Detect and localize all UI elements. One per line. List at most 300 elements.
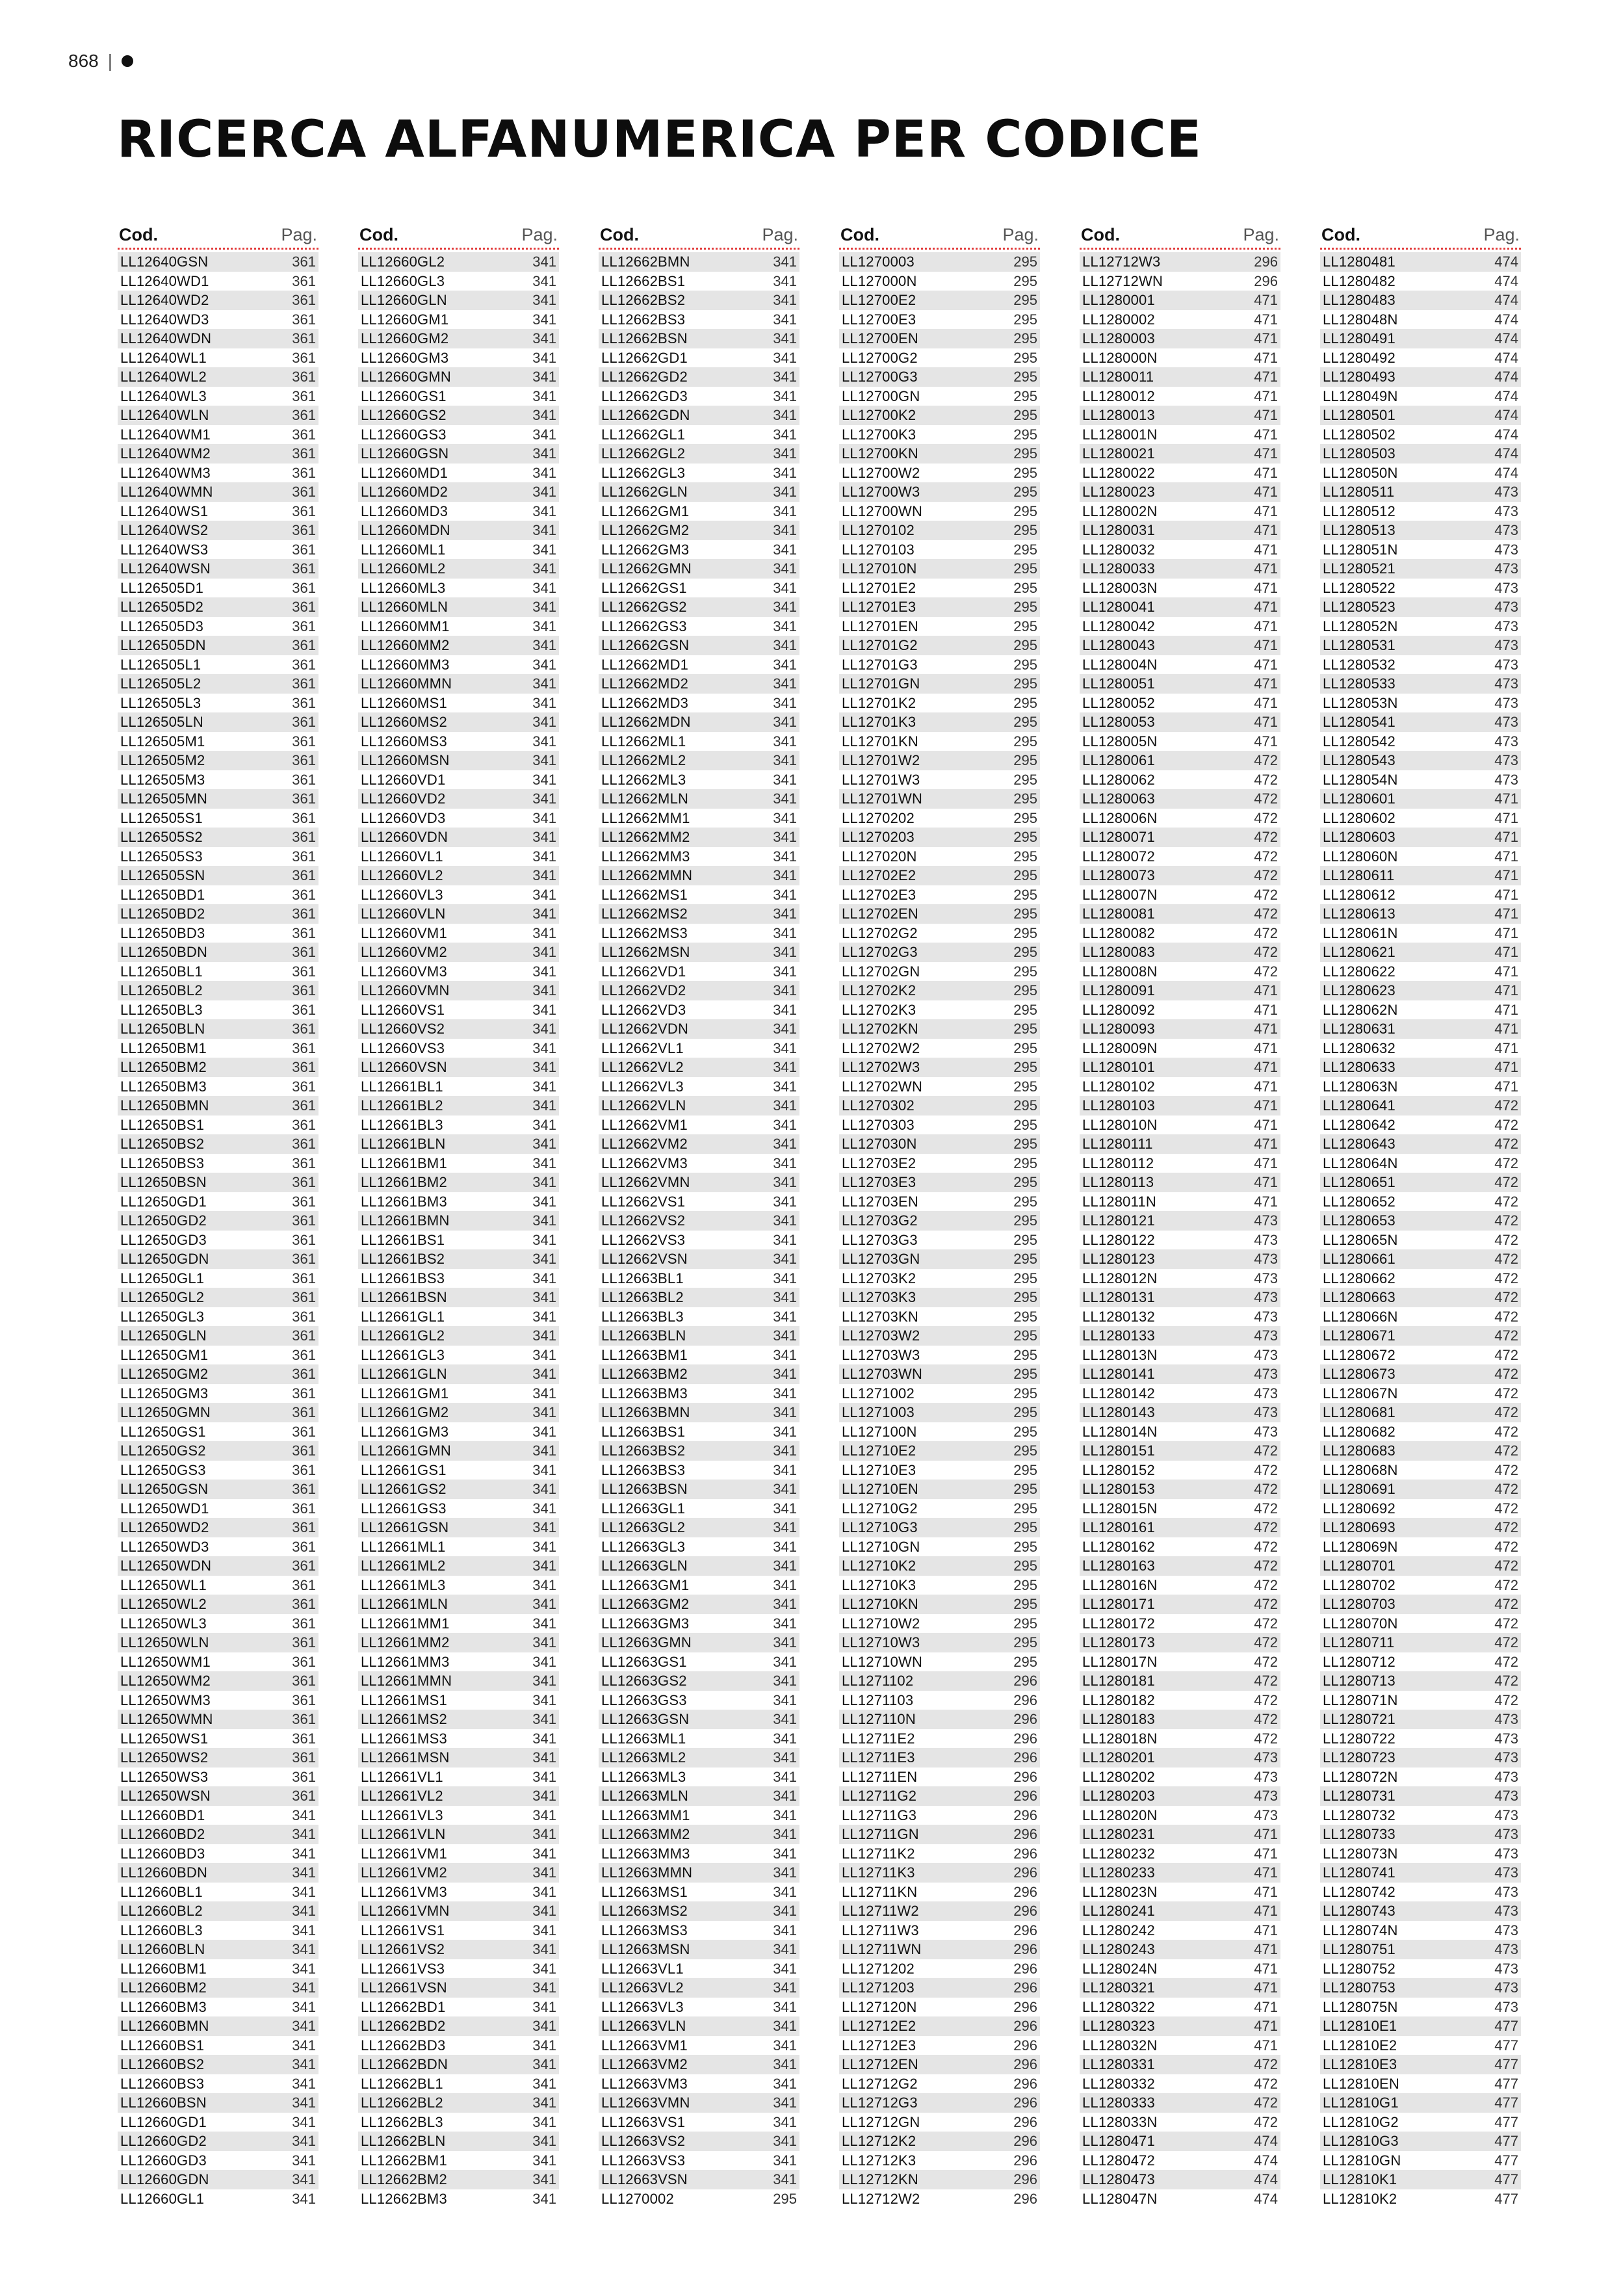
table-row — [118, 1192, 318, 1212]
table-row — [1320, 1556, 1521, 1576]
product-code: LL12640WSN — [120, 560, 211, 577]
page-reference: 472 — [1494, 1691, 1518, 1708]
page-reference: 296 — [1254, 272, 1278, 289]
page-reference: 361 — [292, 1615, 316, 1632]
product-code: LL12701KN — [842, 733, 919, 750]
table-row — [839, 1346, 1040, 1365]
page-reference: 361 — [292, 924, 316, 941]
table-row — [1320, 1768, 1521, 1787]
page-reference: 341 — [773, 1634, 797, 1650]
table-row — [599, 1921, 799, 1940]
table-row — [1080, 425, 1280, 445]
page-reference: 341 — [773, 502, 797, 519]
table-row — [1080, 1556, 1280, 1576]
table-row — [118, 252, 318, 272]
page-reference: 341 — [532, 1308, 556, 1325]
page-reference: 361 — [292, 560, 316, 577]
page-reference: 295 — [1013, 522, 1037, 538]
page-reference: 341 — [773, 1289, 797, 1305]
page-reference: 341 — [773, 694, 797, 711]
page-reference: 361 — [292, 944, 316, 960]
page-reference: 361 — [292, 1634, 316, 1650]
page-reference: 296 — [1013, 1941, 1037, 1957]
page-reference: 471 — [1254, 675, 1278, 692]
product-code: LL12662MD1 — [601, 656, 689, 673]
table-row — [358, 1499, 559, 1519]
page-reference: 295 — [1013, 1634, 1037, 1650]
table-row — [1080, 847, 1280, 867]
page-reference: 474 — [1494, 330, 1518, 346]
table-row — [1080, 1249, 1280, 1269]
page-reference: 473 — [1494, 1960, 1518, 1977]
page-reference: 361 — [292, 1001, 316, 1018]
page-reference: 471 — [1254, 1021, 1278, 1037]
index-rows — [118, 252, 318, 2208]
page-reference: 296 — [1013, 2190, 1037, 2207]
product-code: LL12661VS2 — [361, 1941, 445, 1957]
table-row — [118, 1307, 318, 1327]
product-code: LL12662BD2 — [361, 2018, 446, 2034]
page-reference: 471 — [1254, 1039, 1278, 1056]
table-row — [1320, 924, 1521, 943]
product-code: LL12660MSN — [361, 752, 450, 768]
page-reference: 472 — [1254, 1673, 1278, 1689]
product-code: LL12663BM3 — [601, 1385, 688, 1402]
page-reference: 471 — [1494, 982, 1518, 998]
table-row — [839, 2036, 1040, 2055]
page-reference: 341 — [532, 2018, 556, 2034]
table-row — [118, 2132, 318, 2151]
product-code: LL1270002 — [601, 2190, 674, 2207]
product-code: LL12661MM3 — [361, 1653, 450, 1670]
table-row — [1080, 1518, 1280, 1537]
table-row — [839, 1883, 1040, 1902]
product-code: LL12660GS1 — [361, 387, 447, 404]
page-reference: 361 — [292, 1059, 316, 1075]
product-code: LL1280752 — [1323, 1960, 1396, 1977]
table-row — [599, 1326, 799, 1346]
page-reference: 341 — [532, 2190, 556, 2207]
product-code: LL12640WD2 — [120, 292, 209, 308]
page-reference: 472 — [1254, 1596, 1278, 1612]
table-row — [358, 1901, 559, 1921]
table-row — [1320, 962, 1521, 982]
product-code: LL12650BD3 — [120, 924, 205, 941]
page-reference: 472 — [1494, 1596, 1518, 1612]
table-row — [358, 291, 559, 310]
table-row — [839, 2132, 1040, 2151]
page-reference: 361 — [292, 311, 316, 328]
page-reference: 295 — [1013, 944, 1037, 960]
product-code: LL12662GL1 — [601, 426, 686, 443]
page-reference: 472 — [1494, 1461, 1518, 1478]
table-row — [839, 2016, 1040, 2036]
product-code: LL1270202 — [842, 809, 915, 826]
product-code: LL12702K2 — [842, 982, 916, 998]
product-code: LL12663GM3 — [601, 1615, 690, 1632]
product-code: LL1280073 — [1082, 867, 1155, 883]
product-code: LL12663GM1 — [601, 1576, 690, 1593]
product-code: LL12712W3 — [1082, 254, 1161, 270]
product-code: LL1280241 — [1082, 1903, 1155, 1919]
page-reference: 472 — [1494, 1193, 1518, 1210]
page-reference: 341 — [532, 809, 556, 826]
product-code: LL1280651 — [1323, 1174, 1396, 1190]
page-reference: 471 — [1254, 982, 1278, 998]
table-row — [1320, 866, 1521, 885]
page-reference: 295 — [1013, 560, 1037, 577]
table-row — [1080, 2055, 1280, 2074]
table-row — [118, 1403, 318, 1422]
product-code: LL12640WL1 — [120, 349, 207, 366]
table-row — [599, 1883, 799, 1902]
product-code: LL12810E2 — [1323, 2037, 1397, 2054]
page-reference: 471 — [1254, 1941, 1278, 1957]
table-row — [839, 597, 1040, 617]
product-code: LL12650WD1 — [120, 1500, 209, 1517]
table-row — [1080, 828, 1280, 847]
table-row — [358, 1537, 559, 1557]
page-reference: 341 — [532, 1404, 556, 1420]
product-code: LL12700E2 — [842, 292, 916, 308]
page-reference: 341 — [773, 924, 797, 941]
product-code: LL12650BL2 — [120, 982, 203, 998]
table-row — [839, 348, 1040, 368]
product-code: LL1280142 — [1082, 1385, 1155, 1402]
page-reference: 341 — [532, 829, 556, 845]
product-code: LL128017N — [1082, 1653, 1158, 1670]
page-reference: 474 — [1254, 2152, 1278, 2169]
table-row — [1080, 943, 1280, 962]
table-row — [1320, 1518, 1521, 1537]
page-reference: 341 — [532, 886, 556, 903]
page-reference: 296 — [1013, 1845, 1037, 1862]
page-reference: 341 — [292, 1883, 316, 1900]
table-row — [599, 2093, 799, 2113]
product-code: LL128032N — [1082, 2037, 1158, 2054]
product-code: LL1280123 — [1082, 1251, 1155, 1267]
product-code: LL128068N — [1323, 1461, 1398, 1478]
table-row — [1080, 1633, 1280, 1652]
product-code: LL12661MM1 — [361, 1615, 450, 1632]
product-code: LL12710WN — [842, 1653, 923, 1670]
table-row — [358, 885, 559, 905]
page-reference: 341 — [773, 944, 797, 960]
table-row — [358, 2170, 559, 2189]
product-code: LL1280071 — [1082, 829, 1155, 845]
product-code: LL1280203 — [1082, 1788, 1155, 1804]
table-row — [839, 770, 1040, 790]
product-code: LL1280242 — [1082, 1922, 1155, 1938]
page-reference: 295 — [1013, 848, 1037, 865]
product-code: LL1280101 — [1082, 1059, 1155, 1075]
product-code: LL12660VS3 — [361, 1039, 445, 1056]
table-row — [599, 367, 799, 387]
page-reference: 471 — [1494, 848, 1518, 865]
page-reference: 341 — [773, 1155, 797, 1171]
page-reference: 341 — [532, 254, 556, 270]
product-code: LL1280611 — [1323, 867, 1395, 883]
product-code: LL1280232 — [1082, 1845, 1155, 1862]
page-reference: 472 — [1254, 1576, 1278, 1593]
table-row — [599, 597, 799, 617]
product-code: LL12663VSN — [601, 2171, 688, 2187]
table-row — [1080, 1576, 1280, 1595]
product-code: LL1280681 — [1323, 1404, 1396, 1420]
table-row — [839, 694, 1040, 713]
product-code: LL12660GL1 — [120, 2190, 205, 2207]
product-code: LL12700KN — [842, 445, 919, 462]
product-code: LL1280023 — [1082, 484, 1155, 500]
table-row — [118, 1768, 318, 1787]
table-row — [839, 521, 1040, 540]
page-reference: 361 — [292, 426, 316, 443]
product-code: LL12660BL1 — [120, 1883, 203, 1900]
table-row — [358, 2055, 559, 2074]
page-reference: 471 — [1254, 560, 1278, 577]
product-code: LL12703KN — [842, 1308, 919, 1325]
page-reference: 341 — [532, 1461, 556, 1478]
product-code: LL12712G2 — [842, 2075, 918, 2092]
product-code: LL1280501 — [1323, 407, 1396, 423]
page-reference: 471 — [1254, 1059, 1278, 1075]
table-row — [118, 1518, 318, 1537]
table-row — [118, 847, 318, 867]
table-row — [358, 482, 559, 502]
product-code: LL12650GL3 — [120, 1308, 205, 1325]
page-reference: 472 — [1254, 906, 1278, 922]
page-reference: 361 — [292, 1730, 316, 1747]
table-row — [599, 2151, 799, 2171]
table-row — [599, 1499, 799, 1519]
table-row — [1320, 367, 1521, 387]
table-row — [599, 904, 799, 924]
table-row — [358, 463, 559, 483]
page-reference: 341 — [532, 426, 556, 443]
product-code: LL12650GS2 — [120, 1442, 206, 1459]
product-code: LL12661MM2 — [361, 1634, 450, 1650]
page-reference: 471 — [1254, 1116, 1278, 1133]
page-reference: 296 — [1013, 2094, 1037, 2111]
product-code: LL126505M3 — [120, 771, 205, 788]
product-code: LL12650WS2 — [120, 1749, 209, 1766]
table-row — [1320, 1269, 1521, 1288]
page-reference: 341 — [773, 1231, 797, 1248]
page-reference: 341 — [773, 829, 797, 845]
table-row — [839, 1978, 1040, 1998]
table-row — [118, 2113, 318, 2132]
page-reference: 471 — [1494, 829, 1518, 845]
table-row — [1080, 751, 1280, 770]
table-row — [599, 712, 799, 732]
page-reference: 471 — [1254, 387, 1278, 404]
product-code: LL12663VS3 — [601, 2152, 686, 2169]
product-code: LL12712GN — [842, 2113, 920, 2130]
product-code: LL1271202 — [842, 1960, 915, 1977]
product-code: LL12710EN — [842, 1481, 919, 1497]
table-row — [358, 425, 559, 445]
table-row — [1320, 1154, 1521, 1173]
table-row — [358, 636, 559, 655]
page-reference: 341 — [532, 1749, 556, 1766]
page-reference: 361 — [292, 1116, 316, 1133]
table-row — [839, 1901, 1040, 1921]
page-reference: 295 — [1013, 1308, 1037, 1325]
page-reference: 473 — [1494, 1807, 1518, 1823]
page-reference: 477 — [1494, 2056, 1518, 2072]
page-reference: 471 — [1254, 464, 1278, 481]
table-row — [839, 1364, 1040, 1384]
table-row — [599, 482, 799, 502]
page-reference: 361 — [292, 1558, 316, 1574]
product-code: LL1280033 — [1082, 560, 1155, 577]
page-reference: 471 — [1254, 637, 1278, 653]
product-code: LL12662GS2 — [601, 599, 687, 615]
product-code: LL12650GMN — [120, 1404, 211, 1420]
table-row — [599, 1710, 799, 1729]
page-reference: 341 — [773, 407, 797, 423]
product-code: LL126505MN — [120, 790, 208, 807]
table-row — [118, 1978, 318, 1998]
table-row — [118, 2055, 318, 2074]
page-reference: 295 — [1013, 311, 1037, 328]
table-row — [599, 579, 799, 598]
product-code: LL12660VL1 — [361, 848, 443, 865]
table-row — [358, 1326, 559, 1346]
page-reference: 473 — [1254, 1385, 1278, 1402]
table-row — [839, 1671, 1040, 1691]
product-code: LL12702E2 — [842, 867, 916, 883]
page-reference: 473 — [1254, 1749, 1278, 1766]
table-row — [1320, 1499, 1521, 1519]
product-code: LL12662GD1 — [601, 349, 688, 366]
page-reference: 341 — [292, 1960, 316, 1977]
table-row — [1320, 1825, 1521, 1844]
table-row — [118, 2074, 318, 2094]
page-reference: 295 — [1013, 330, 1037, 346]
product-code: LL12700GN — [842, 387, 920, 404]
page-reference: 341 — [773, 1270, 797, 1286]
product-code: LL12703W2 — [842, 1327, 920, 1344]
table-row — [599, 694, 799, 713]
page-reference: 341 — [773, 484, 797, 500]
product-code: LL126505D2 — [120, 599, 204, 615]
table-row — [1080, 1691, 1280, 1710]
page-reference: 361 — [292, 1500, 316, 1517]
page-reference: 472 — [1254, 963, 1278, 980]
product-code: LL12700WN — [842, 502, 923, 519]
product-code: LL12660BSN — [120, 2094, 207, 2111]
page-reference: 473 — [1254, 1289, 1278, 1305]
product-code: LL12660MLN — [361, 599, 448, 615]
table-row — [599, 1096, 799, 1115]
product-code: LL127000N — [842, 272, 917, 289]
table-row — [1080, 2189, 1280, 2209]
product-code: LL1280103 — [1082, 1097, 1155, 1114]
product-code: LL128000N — [1082, 349, 1158, 366]
product-code: LL12662VS1 — [601, 1193, 686, 1210]
product-code: LL12700W2 — [842, 464, 920, 481]
page-reference: 472 — [1494, 1289, 1518, 1305]
product-code: LL12662MM2 — [601, 829, 690, 845]
table-row — [839, 1537, 1040, 1557]
table-row — [358, 597, 559, 617]
page-reference: 361 — [292, 330, 316, 346]
page-reference: 472 — [1494, 1481, 1518, 1497]
page-reference: 295 — [1013, 1289, 1037, 1305]
page-reference: 361 — [292, 1596, 316, 1612]
page-reference: 296 — [1013, 1883, 1037, 1900]
product-code: LL12660VL2 — [361, 867, 443, 883]
product-code: LL12662GD2 — [601, 369, 688, 385]
page-reference: 471 — [1254, 1845, 1278, 1862]
table-row — [839, 1863, 1040, 1883]
table-row — [358, 981, 559, 1000]
table-row — [1320, 463, 1521, 483]
product-code: LL12663VM1 — [601, 2037, 688, 2054]
product-code: LL1280491 — [1323, 330, 1396, 346]
product-code: LL1271002 — [842, 1385, 915, 1402]
page-reference: 341 — [773, 1730, 797, 1747]
page-reference: 295 — [1013, 1251, 1037, 1267]
product-code: LL126505D1 — [120, 579, 204, 596]
product-code: LL12663VMN — [601, 2094, 690, 2111]
product-code: LL12660BDN — [120, 1864, 208, 1881]
page-reference: 473 — [1254, 1346, 1278, 1363]
page-reference: 341 — [532, 1481, 556, 1497]
product-code: LL12810EN — [1323, 2075, 1400, 2092]
product-code: LL12660ML3 — [361, 579, 446, 596]
page-reference: 341 — [773, 1442, 797, 1459]
product-code: LL1270102 — [842, 522, 915, 538]
table-row — [1320, 2132, 1521, 2151]
product-code: LL12660VL3 — [361, 886, 443, 903]
table-row — [1080, 1595, 1280, 1614]
product-code: LL12710G3 — [842, 1519, 918, 1535]
table-row — [1320, 579, 1521, 598]
table-row — [599, 1768, 799, 1787]
page-reference: 471 — [1254, 1903, 1278, 1919]
page-reference: 341 — [532, 484, 556, 500]
product-code: LL12661VL3 — [361, 1807, 443, 1823]
table-row — [839, 1556, 1040, 1576]
page-reference: 341 — [532, 1768, 556, 1785]
page-reference: 472 — [1254, 867, 1278, 883]
product-code: LL1280521 — [1323, 560, 1396, 577]
table-row — [358, 1844, 559, 1864]
product-code: LL12660MDN — [361, 522, 450, 538]
table-row — [839, 1422, 1040, 1442]
product-code: LL1280663 — [1323, 1289, 1396, 1305]
product-code: LL128010N — [1082, 1116, 1158, 1133]
product-code: LL128013N — [1082, 1346, 1158, 1363]
table-row — [839, 1058, 1040, 1077]
table-row — [599, 962, 799, 982]
page-reference: 473 — [1494, 1826, 1518, 1842]
page-reference: 296 — [1013, 1960, 1037, 1977]
page-reference: 341 — [532, 1558, 556, 1574]
product-code: LL128006N — [1082, 809, 1158, 826]
table-row — [118, 1039, 318, 1058]
table-row — [839, 1710, 1040, 1729]
product-code: LL1270303 — [842, 1116, 915, 1133]
table-row — [358, 1307, 559, 1327]
page-reference: 341 — [532, 1097, 556, 1114]
table-row — [1320, 1633, 1521, 1652]
table-row — [839, 329, 1040, 348]
page-reference: 341 — [773, 2037, 797, 2054]
page-reference: 471 — [1254, 1097, 1278, 1114]
